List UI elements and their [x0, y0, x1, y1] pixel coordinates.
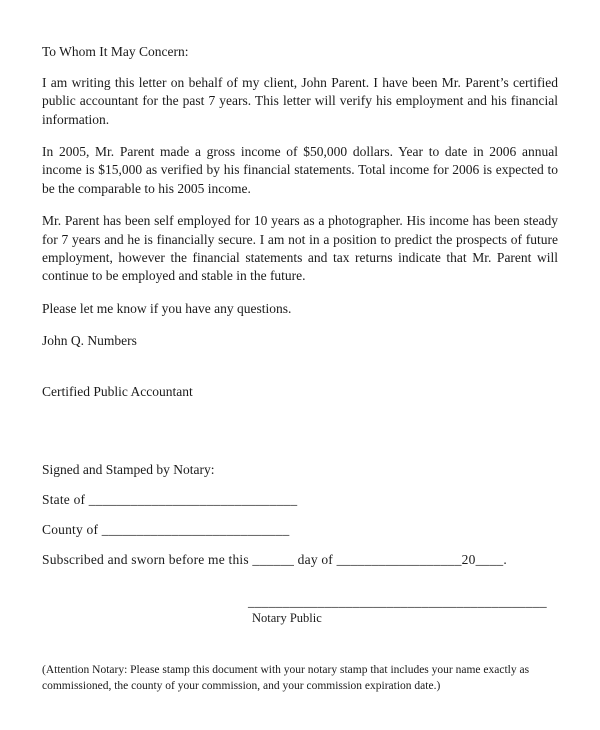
signer-name: John Q. Numbers [42, 332, 137, 348]
notary-signature-label: Notary Public [252, 610, 322, 625]
body-paragraph-2: In 2005, Mr. Parent made a gross income of $50,000 dollars. Year to date in 2006 annual income is $15,000 as verified by his financial statements. Total income for 2006 is expected to be the comparable to his 2005 income. [42, 144, 558, 196]
notary-sworn-line: Subscribed and sworn before me this ______ day of __________________20____. [42, 551, 507, 567]
notary-signature-block [248, 593, 547, 626]
body-paragraph-3: Mr. Parent has been self employed for 10 years as a photographer. His income has been steady for 7 years and he is financially secure. I am not in a position to predict the prospects of future employment, however the financial statements and tax returns indicate that Mr. Parent will continue to be employed and stable in the future. [42, 213, 558, 284]
signer-title: Certified Public Accountant [42, 383, 193, 399]
closing-line: Please let me know if you have any questions. [42, 300, 292, 316]
salutation: To Whom It May Concern: [42, 44, 189, 59]
notary-signature-line: ___________________________________________ [248, 593, 547, 609]
notary-county-line: County of ___________________________ [42, 521, 290, 537]
notary-instruction-note: (Attention Notary: Please stamp this document with your notary stamp that includes your name exactly as commissioned, the county of your commission, and your commission expiration date.) [42, 663, 530, 692]
notary-state-line: State of ______________________________ [42, 491, 298, 507]
notary-heading: Signed and Stamped by Notary: [42, 461, 215, 477]
body-paragraph-1: I am writing this letter on behalf of my client, John Parent. I have been Mr. Parent’s certified public accountant for the past 7 years. This letter will verify his employment and his financial information. [42, 75, 558, 127]
